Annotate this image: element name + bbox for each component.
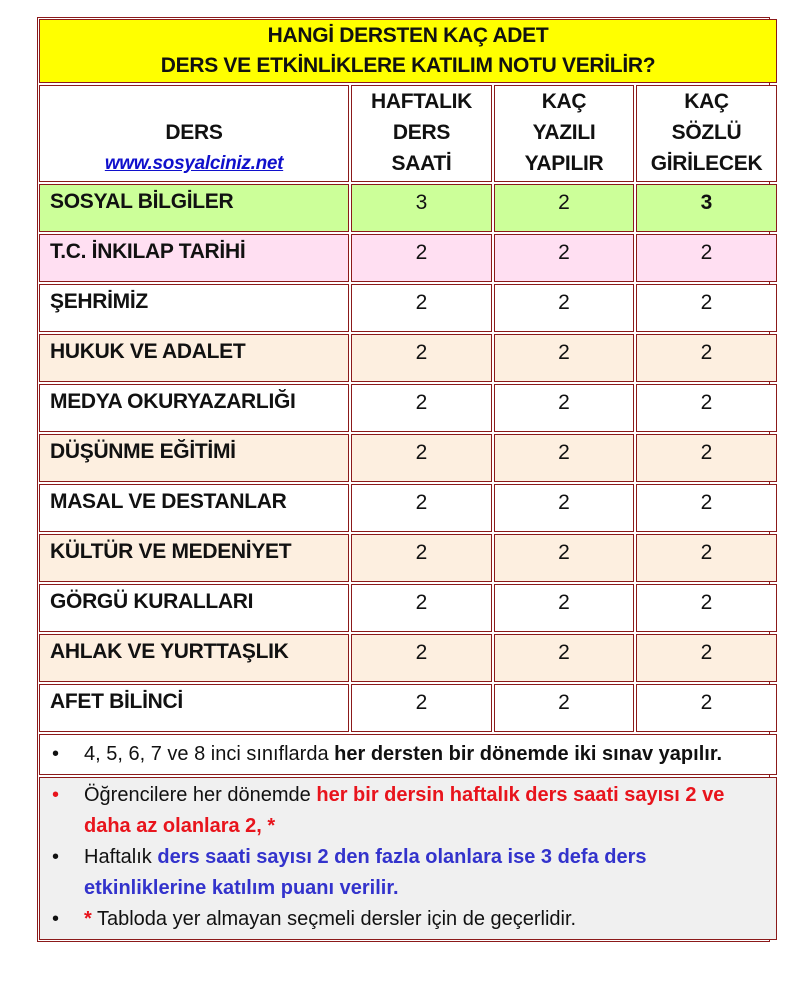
note-blue-text: ders saati sayısı 2 den fazla olanlara ise 3 defa ders etkinliklerine katılım puanı verilir. (84, 846, 647, 899)
weekly-hours: 2 (351, 234, 492, 282)
oral-grades: 2 (636, 684, 777, 732)
written-exams: 2 (494, 384, 634, 432)
oral-grades: 2 (636, 634, 777, 682)
table-row (39, 184, 777, 232)
bullet-icon: • (52, 908, 60, 930)
written-exams: 2 (494, 334, 634, 382)
table-row (39, 434, 777, 482)
table-row (39, 284, 777, 332)
website-link[interactable]: www.sosyalciniz.net (104, 153, 284, 174)
oral-grades: 3 (636, 184, 777, 232)
oral-grades: 2 (636, 284, 777, 332)
header-text: SAATİ (391, 152, 452, 175)
note-plain-text: Öğrencilere her dönemde (84, 784, 317, 806)
header-text: KAÇ (684, 90, 729, 113)
weekly-hours: 2 (351, 434, 492, 482)
lesson-name: AFET BİLİNCİ (39, 684, 349, 732)
oral-grades: 2 (636, 484, 777, 532)
note-participation (39, 777, 777, 940)
weekly-hours: 2 (351, 584, 492, 632)
header-yazili (494, 85, 634, 182)
table-row (39, 684, 777, 732)
oral-grades: 2 (636, 334, 777, 382)
table-row (39, 334, 777, 382)
bullet-icon: • (52, 846, 60, 868)
note-exams (39, 734, 777, 775)
weekly-hours: 2 (351, 284, 492, 332)
lesson-name: ŞEHRİMİZ (39, 284, 349, 332)
info-table-frame (37, 17, 770, 942)
note-bold-text: her dersten bir dönemde iki sınav yapılır. (334, 743, 723, 765)
header-text: HAFTALIK (370, 90, 473, 113)
note-item (50, 904, 766, 935)
weekly-hours: 2 (351, 334, 492, 382)
written-exams: 2 (494, 184, 634, 232)
weekly-hours: 2 (351, 684, 492, 732)
table-row (39, 534, 777, 582)
header-text: GİRİLECEK (650, 152, 763, 175)
written-exams: 2 (494, 634, 634, 682)
lesson-name: GÖRGÜ KURALLARI (39, 584, 349, 632)
written-exams: 2 (494, 534, 634, 582)
written-exams: 2 (494, 234, 634, 282)
header-ders-label: DERS (165, 121, 223, 144)
header-text: DERS (392, 121, 451, 144)
table-row (39, 384, 777, 432)
lesson-name: DÜŞÜNME EĞİTİMİ (39, 434, 349, 482)
lesson-grade-table (37, 17, 779, 942)
lesson-name: AHLAK VE YURTTAŞLIK (39, 634, 349, 682)
header-haftalik (351, 85, 492, 182)
asterisk-icon: * (84, 908, 92, 930)
note-plain-text: 4, 5, 6, 7 ve 8 inci sınıflarda (84, 743, 335, 765)
oral-grades: 2 (636, 434, 777, 482)
oral-grades: 2 (636, 384, 777, 432)
written-exams: 2 (494, 284, 634, 332)
table-row (39, 234, 777, 282)
weekly-hours: 3 (351, 184, 492, 232)
table-row (39, 634, 777, 682)
oral-grades: 2 (636, 534, 777, 582)
table-title (39, 19, 777, 83)
lesson-name: KÜLTÜR VE MEDENİYET (39, 534, 349, 582)
written-exams: 2 (494, 434, 634, 482)
note-red-text: her bir dersin haftalık ders saati sayısı 2 ve daha az olanlara 2, * (84, 784, 725, 837)
bullet-icon: • (52, 743, 60, 765)
header-text: SÖZLÜ (671, 121, 742, 144)
weekly-hours: 2 (351, 634, 492, 682)
lesson-name: MEDYA OKURYAZARLIĞI (39, 384, 349, 432)
table-row (39, 584, 777, 632)
note-item (50, 780, 766, 842)
weekly-hours: 2 (351, 534, 492, 582)
title-line-2: DERS VE ETKİNLİKLERE KATILIM NOTU VERİLİR? (160, 54, 656, 77)
header-text: YAPILIR (524, 152, 604, 175)
written-exams: 2 (494, 484, 634, 532)
oral-grades: 2 (636, 234, 777, 282)
header-text: YAZILI (532, 121, 596, 144)
weekly-hours: 2 (351, 484, 492, 532)
lesson-name: T.C. İNKILAP TARİHİ (39, 234, 349, 282)
oral-grades: 2 (636, 584, 777, 632)
note-plain-text: Tabloda yer almayan seçmeli dersler için de geçerlidir. (91, 908, 577, 930)
written-exams: 2 (494, 684, 634, 732)
header-text: KAÇ (541, 90, 587, 113)
header-ders (39, 85, 349, 182)
note-item (50, 842, 766, 904)
lesson-name: SOSYAL BİLGİLER (39, 184, 349, 232)
lesson-name: MASAL VE DESTANLAR (39, 484, 349, 532)
lesson-name: HUKUK VE ADALET (39, 334, 349, 382)
bullet-icon: • (52, 784, 60, 806)
note-item (50, 739, 766, 770)
table-row (39, 484, 777, 532)
header-sozlu (636, 85, 777, 182)
written-exams: 2 (494, 584, 634, 632)
weekly-hours: 2 (351, 384, 492, 432)
title-line-1: HANGİ DERSTEN KAÇ ADET (267, 24, 549, 47)
note-plain-text: Haftalık (84, 846, 158, 868)
